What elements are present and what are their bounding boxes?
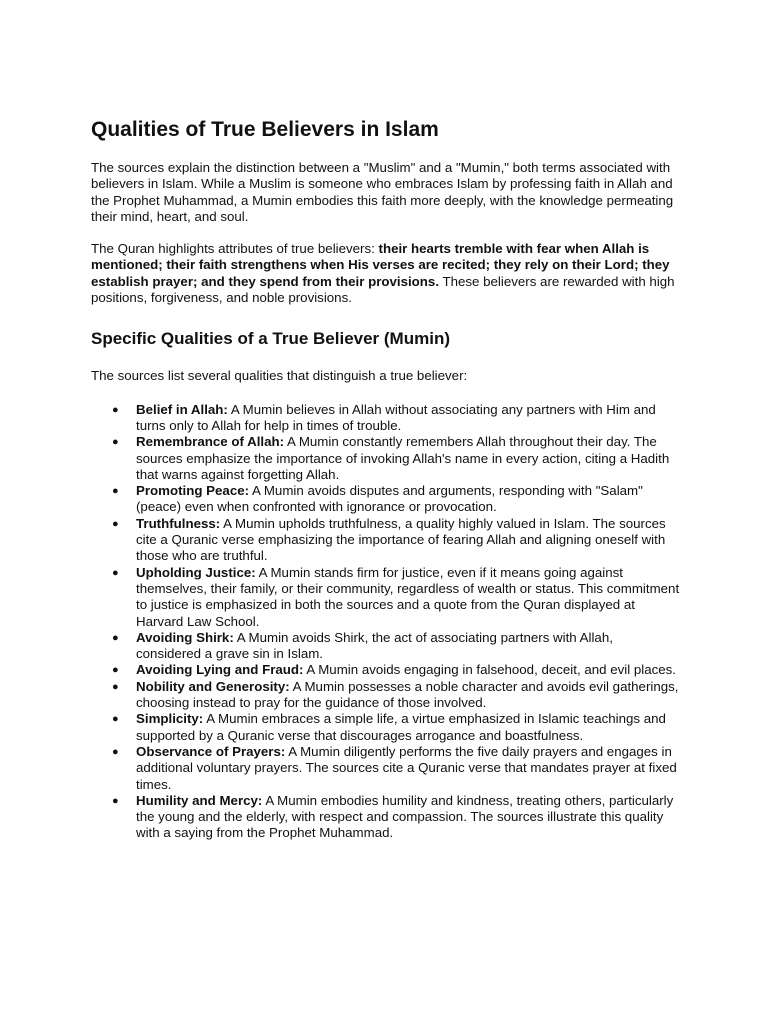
document-page [91, 117, 681, 842]
list-item [112, 629, 681, 663]
quality-term: Upholding Justice: [136, 564, 256, 580]
bullet-icon: ● [112, 631, 119, 644]
attributes-paragraph [91, 241, 681, 306]
quality-description: A Mumin embraces a simple life, a virtue emphasized in Islamic teachings and supported by a Quranic verse that discourages arrogance and boastfulness. [136, 711, 666, 743]
page-title: Qualities of True Believers in Islam [91, 118, 439, 141]
bullet-icon: ● [112, 664, 119, 677]
quality-term: Nobility and Generosity: [136, 678, 290, 694]
quality-term: Promoting Peace: [136, 483, 250, 499]
quality-term: Belief in Allah: [136, 401, 228, 417]
quality-description: A Mumin avoids engaging in falsehood, deceit, and evil places. [303, 662, 676, 678]
list-item [112, 483, 681, 516]
quality-description: A Mumin upholds truthfulness, a quality highly valued in Islam. The sources cite a Quranic verse emphasizing the importance of fearing Allah and aligning oneself with those who are truthful. [136, 515, 666, 564]
quality-description: A Mumin avoids disputes and arguments, responding with "Salam" (peace) even when confronted with ignorance or provocation. [136, 483, 643, 515]
quality-description: A Mumin diligently performs the five daily prayers and engages in additional voluntary prayers. The sources cite a Quranic verse that mandates prayer at fixed times. [136, 743, 677, 792]
bullet-icon: ● [112, 794, 119, 807]
list-item [112, 678, 681, 712]
quality-description: A Mumin avoids Shirk, the act of associating partners with Allah, considered a grave sin in Islam. [136, 629, 613, 662]
quality-description: A Mumin constantly remembers Allah throughout their day. The sources emphasize the importance of invoking Allah's name in every action, citing a Hadith that warns against forgetting Allah. [136, 434, 670, 482]
attributes-lead: The Quran highlights attributes of true believers: [91, 241, 379, 257]
section-heading: Specific Qualities of a True Believer (Mumin) [91, 329, 450, 349]
list-item [112, 711, 681, 744]
quality-term: Avoiding Shirk: [136, 629, 234, 645]
bullet-icon: ● [112, 566, 119, 579]
quality-term: Avoiding Lying and Fraud: [136, 662, 304, 678]
bullet-icon: ● [112, 680, 119, 693]
list-item [112, 401, 681, 435]
quality-term: Simplicity: [136, 711, 204, 727]
bullet-icon: ● [112, 403, 119, 416]
list-item [112, 792, 681, 842]
list-item [112, 564, 681, 630]
quality-term: Truthfulness: [136, 515, 221, 531]
bullet-icon: ● [112, 713, 119, 726]
bullet-icon: ● [112, 485, 119, 498]
list-intro: The sources list several qualities that distinguish a true believer: [91, 368, 468, 384]
quality-term: Observance of Prayers: [136, 743, 286, 759]
attributes-tail: These believers are rewarded with high positions, forgiveness, and noble provisions. [91, 273, 675, 306]
quality-description: A Mumin possesses a noble character and avoids evil gatherings, choosing instead to pray for the guidance of those involved. [136, 678, 679, 711]
quality-term: Remembrance of Allah: [136, 434, 285, 450]
list-item [112, 743, 681, 793]
bullet-icon: ● [112, 745, 119, 758]
quality-description: A Mumin believes in Allah without associating any partners with Him and turns only to Allah for help in times of trouble. [136, 401, 656, 433]
intro-paragraph: The sources explain the distinction between a "Muslim" and a "Mumin," both terms associated with believers in Islam. While a Muslim is someone who embraces Islam by professing faith in Allah and the Prophet Muhammad, a Mumin embodies this faith more deeply, with the knowledge permeating their mind, heart, and soul. [91, 160, 674, 224]
attributes-bold: their hearts tremble with fear when Allah is mentioned; their faith strengthens when His verses are recited; they rely on their Lord; they establish prayer; and they spend from their provisions. [91, 241, 670, 289]
qualities-list [91, 402, 681, 842]
quality-description: A Mumin embodies humility and kindness, treating others, particularly the young and the elderly, with respect and compassion. The sources illustrate this quality with a saying from the Prophet Muhammad. [136, 792, 674, 841]
bullet-icon: ● [112, 436, 119, 449]
bullet-icon: ● [112, 517, 119, 530]
list-item [112, 434, 681, 483]
list-item [112, 662, 681, 678]
list-item [112, 515, 681, 565]
quality-description: A Mumin stands firm for justice, even if it means going against themselves, their family, or their community, regardless of wealth or status. This commitment to justice is emphasized in both the sources and a quote from the Quran displayed at Harvard Law School. [136, 564, 680, 629]
quality-term: Humility and Mercy: [136, 792, 263, 808]
